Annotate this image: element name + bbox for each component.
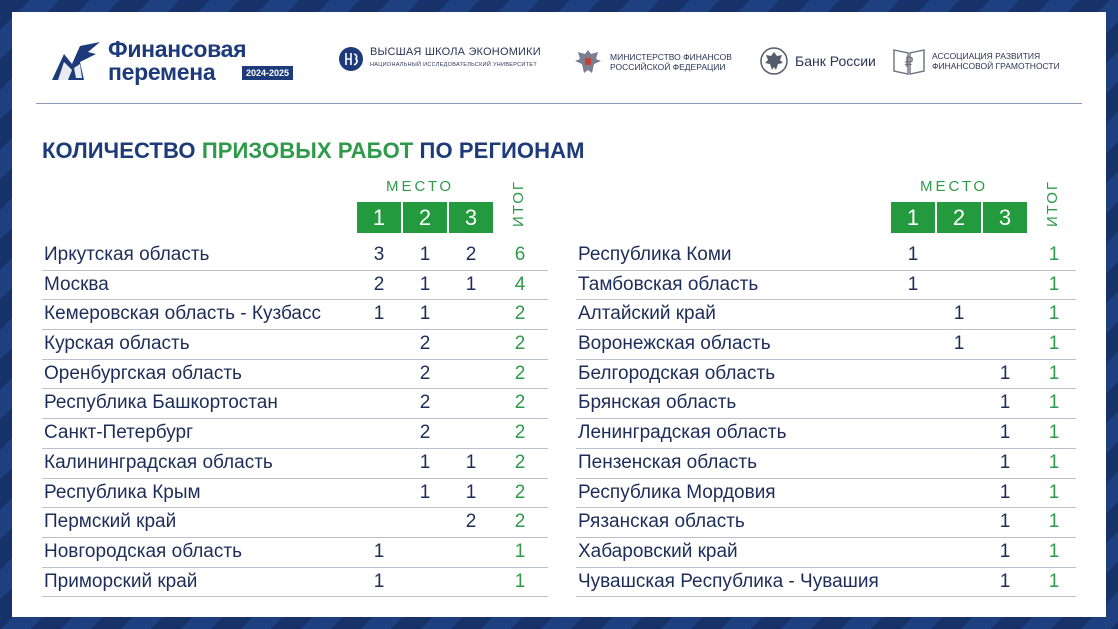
eagle-emblem-icon [572, 46, 604, 78]
place-2-count: 2 [419, 362, 431, 384]
region-name: Республика Башкортостан [44, 392, 278, 414]
region-name: Москва [44, 273, 109, 295]
title-accent: ПРИЗОВЫХ РАБОТ [201, 138, 414, 163]
place-3-count: 1 [999, 422, 1011, 444]
total-count: 2 [514, 333, 526, 355]
partner-hse [338, 46, 541, 72]
total-count: 2 [514, 422, 526, 444]
place-3-count: 1 [999, 511, 1011, 533]
place-2-count: 2 [419, 333, 431, 355]
partner-cbr [759, 46, 876, 76]
place-3-count: 2 [465, 511, 477, 533]
table-row [576, 241, 1076, 271]
region-name: Воронежская область [578, 333, 771, 355]
total-count: 1 [514, 540, 526, 562]
region-name: Рязанская область [578, 511, 745, 533]
place-header: МЕСТО [386, 178, 454, 195]
brand-line-2: перемена [108, 59, 216, 85]
total-count: 1 [1048, 273, 1060, 295]
place-1-count: 1 [907, 273, 919, 295]
place-1-count: 3 [373, 244, 385, 265]
table-row [576, 330, 1076, 360]
place-3-count: 1 [999, 362, 1011, 384]
place-3-count: 1 [465, 481, 477, 503]
page-title [42, 138, 585, 164]
table-row [576, 538, 1076, 568]
region-name: Иркутская область [44, 244, 210, 265]
title-part-2: ПО РЕГИОНАМ [413, 138, 585, 163]
place-2-header: 2 [937, 202, 981, 233]
hse-subtitle: НАЦИОНАЛЬНЫЙ ИССЛЕДОВАТЕЛЬСКИЙ УНИВЕРСИТЕТ [370, 62, 537, 68]
total-count: 1 [1048, 540, 1060, 562]
total-count: 1 [1048, 362, 1060, 384]
total-count: 2 [514, 303, 526, 325]
total-count: 1 [1048, 244, 1060, 265]
place-2-count: 1 [953, 303, 965, 325]
region-name: Республика Крым [44, 481, 201, 503]
table-row [42, 568, 548, 598]
place-3-header: 3 [983, 202, 1027, 233]
table-row [42, 271, 548, 301]
partner-afg [892, 46, 1060, 76]
ruble-book-icon [892, 46, 926, 76]
table-row [576, 479, 1076, 509]
place-3-count: 1 [999, 451, 1011, 473]
region-name: Оренбургская область [44, 362, 242, 384]
brand-line-1: Финансовая [108, 36, 247, 62]
region-name: Чувашская Республика - Чувашия [578, 570, 879, 592]
rows-left [42, 241, 548, 597]
region-name: Калининградская область [44, 451, 273, 473]
cbr-name: Банк России [795, 52, 876, 69]
brand-years-badge: 2024-2025 [242, 66, 293, 80]
place-2-header: 2 [403, 202, 447, 233]
region-name: Хабаровский край [578, 540, 738, 562]
region-name: Брянская область [578, 392, 737, 414]
total-count: 1 [1048, 570, 1060, 592]
place-3-count: 1 [999, 481, 1011, 503]
svg-text:₽: ₽ [904, 55, 914, 71]
total-count: 2 [514, 451, 526, 473]
region-name: Пензенская область [578, 451, 757, 473]
region-name: Республика Коми [578, 244, 732, 265]
place-2-count: 1 [953, 333, 965, 355]
place-2-count: 1 [419, 303, 431, 325]
total-count: 2 [514, 481, 526, 503]
place-1-header: 1 [357, 202, 401, 233]
table-row [42, 449, 548, 479]
place-3-header: 3 [449, 202, 493, 233]
table-row [42, 330, 548, 360]
table-row [42, 538, 548, 568]
region-name: Тамбовская область [578, 273, 759, 295]
total-count: 1 [1048, 422, 1060, 444]
total-count: 1 [1048, 333, 1060, 355]
place-header: МЕСТО [920, 178, 988, 195]
total-count: 1 [1048, 481, 1060, 503]
place-1-count: 2 [373, 273, 385, 295]
region-name: Пермский край [44, 511, 177, 533]
region-name: Кемеровская область - Кузбасс [44, 303, 321, 325]
total-count: 2 [514, 392, 526, 414]
total-count: 1 [1048, 511, 1060, 533]
total-count: 2 [514, 511, 526, 533]
region-name: Новгородская область [44, 540, 242, 562]
place-2-count: 1 [419, 244, 431, 265]
slide-card [12, 12, 1106, 617]
place-1-count: 1 [373, 570, 385, 592]
place-2-count: 1 [419, 481, 431, 503]
table-row [42, 389, 548, 419]
region-name: Курская область [44, 333, 190, 355]
afg-line-2: ФИНАНСОВОЙ ГРАМОТНОСТИ [932, 61, 1060, 71]
afg-line-1: АССОЦИАЦИЯ РАЗВИТИЯ [932, 51, 1041, 61]
hse-logo-icon [338, 46, 364, 72]
total-header: ИТОГ [1044, 180, 1061, 228]
region-name: Санкт-Петербург [44, 422, 194, 444]
region-name: Приморский край [44, 570, 198, 592]
title-part-1: КОЛИЧЕСТВО [42, 138, 202, 163]
place-3-count: 2 [465, 244, 477, 265]
region-name: Ленинградская область [578, 422, 787, 444]
total-header: ИТОГ [510, 180, 527, 228]
header-divider [36, 103, 1082, 104]
total-count: 1 [1048, 451, 1060, 473]
place-3-count: 1 [465, 451, 477, 473]
place-3-count: 1 [465, 273, 477, 295]
total-count: 2 [514, 362, 526, 384]
total-count: 1 [514, 570, 526, 592]
total-count: 1 [1048, 303, 1060, 325]
place-3-count: 1 [999, 392, 1011, 414]
minfin-line-1: МИНИСТЕРСТВО ФИНАНСОВ [610, 52, 732, 62]
total-count: 6 [514, 244, 526, 265]
hse-name: ВЫСШАЯ ШКОЛА ЭКОНОМИКИ [370, 46, 541, 58]
place-2-count: 1 [419, 273, 431, 295]
table-row [576, 300, 1076, 330]
place-2-count: 2 [419, 392, 431, 414]
region-name: Белгородская область [578, 362, 776, 384]
table-row [576, 271, 1076, 301]
total-count: 1 [1048, 392, 1060, 414]
place-2-count: 2 [419, 422, 431, 444]
place-2-count: 1 [419, 451, 431, 473]
table-row [576, 360, 1076, 390]
table-row [576, 389, 1076, 419]
table-row [42, 300, 548, 330]
table-row [42, 479, 548, 509]
place-3-count: 1 [999, 540, 1011, 562]
table-row [576, 419, 1076, 449]
central-bank-emblem-icon [759, 46, 789, 76]
table-row [42, 508, 548, 538]
table-row [576, 568, 1076, 598]
header [12, 12, 1106, 104]
table-row [42, 360, 548, 390]
bird-logo-icon [50, 40, 102, 86]
partner-minfin [572, 46, 732, 78]
place-1-header: 1 [891, 202, 935, 233]
minfin-line-2: РОССИЙСКОЙ ФЕДЕРАЦИИ [610, 62, 726, 72]
table-row [576, 449, 1076, 479]
region-name: Алтайский край [578, 303, 716, 325]
place-1-count: 1 [907, 244, 919, 265]
place-3-count: 1 [999, 570, 1011, 592]
table-row [576, 508, 1076, 538]
place-1-count: 1 [373, 303, 385, 325]
region-name: Республика Мордовия [578, 481, 776, 503]
total-count: 4 [514, 273, 526, 295]
table-row [42, 419, 548, 449]
table-row [42, 241, 548, 271]
rows-right [576, 241, 1076, 597]
place-1-count: 1 [373, 540, 385, 562]
